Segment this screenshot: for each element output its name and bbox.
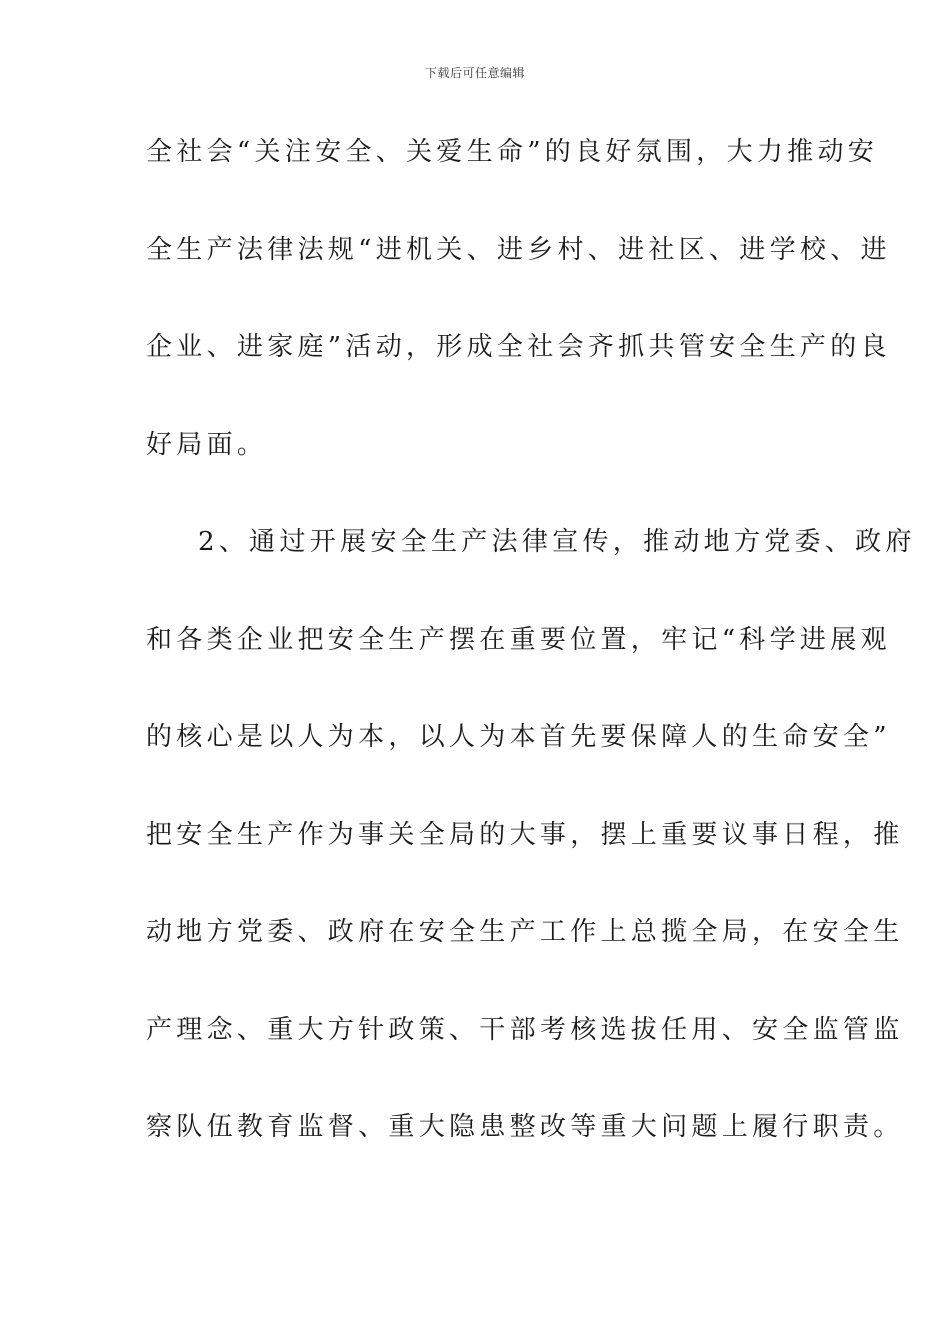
text-line: 全生产法律法规“进机关、进乡村、进社区、进学校、进	[146, 234, 891, 265]
page-header: 下载后可任意编辑	[424, 66, 525, 80]
text-line: 察队伍教育监督、重大隐患整改等重大问题上履行职责。	[146, 1112, 904, 1142]
document-body	[146, 124, 916, 1197]
text-line: 全社会“关注安全、关爱生命”的良好氛围，大力推动安	[146, 137, 879, 167]
text-line: 和各类企业把安全生产摆在重要位置，牢记“科学进展观	[146, 624, 891, 655]
text-line: 产理念、重大方针政策、干部考核选拔任用、安全监管监	[146, 1014, 904, 1045]
text-line: 动地方党委、政府在安全生产工作上总揽全局，在安全生	[146, 917, 904, 947]
text-line: 企业、进家庭”活动，形成全社会齐抓共管安全生产的良	[146, 332, 891, 362]
text-line: 的核心是以人为本，以人为本首先要保障人的生命安全”	[146, 722, 891, 752]
text-line: 把安全生产作为事关全局的大事，摆上重要议事日程，推	[146, 819, 904, 850]
text-line: 好局面。	[146, 429, 268, 460]
paragraph-start-line: 2、通过开展安全生产法律宣传，推动地方党委、政府	[198, 527, 916, 557]
